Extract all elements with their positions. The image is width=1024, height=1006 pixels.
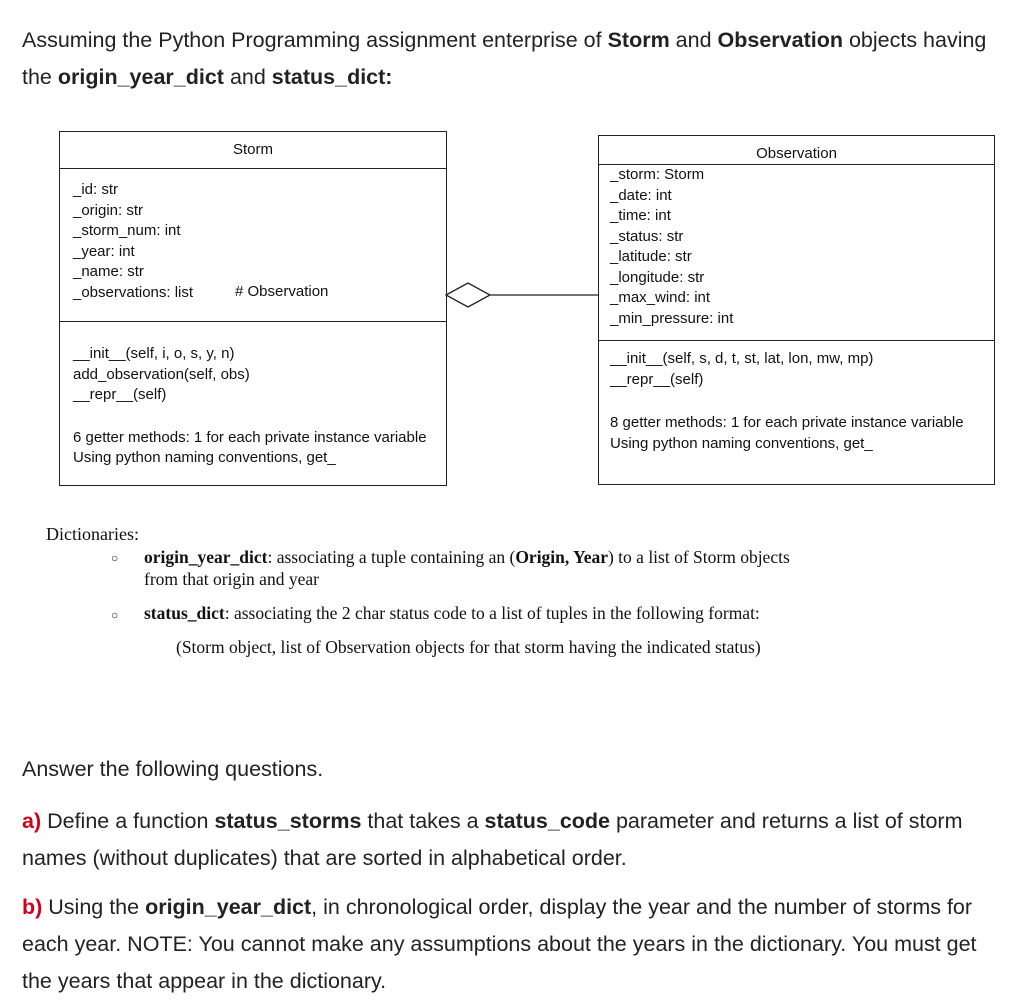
observation-attr: _status: str bbox=[610, 227, 684, 245]
intro-paragraph: Assuming the Python Programming assignment enterprise of Storm and Observation objects having the origin_year_dict and status_dict: bbox=[22, 28, 987, 89]
storm-attr: _name: str bbox=[73, 263, 144, 280]
origin-year-dict-item: origin_year_dict: associating a tuple containing an (Origin, Year) to a list of Storm objects from that origin and year bbox=[144, 547, 790, 589]
storm-attr: _storm_num: int bbox=[73, 222, 181, 239]
storm-method: __init__(self, i, o, s, y, n) bbox=[73, 345, 235, 362]
observation-attr: _date: int bbox=[610, 186, 672, 204]
observation-attr: _storm: Storm bbox=[610, 166, 705, 183]
storm-method: add_observation(self, obs) bbox=[73, 365, 250, 383]
hollow-bullet-icon: ○ bbox=[111, 551, 119, 565]
dictionaries-heading: Dictionaries: bbox=[46, 524, 139, 544]
observation-note: Using python naming conventions, get_ bbox=[610, 434, 873, 452]
observation-attr: _max_wind: int bbox=[610, 289, 711, 306]
storm-attr: _origin: str bbox=[73, 201, 144, 219]
storm-class-name: Storm bbox=[60, 132, 446, 169]
storm-note: 6 getter methods: 1 for each private instance variable bbox=[73, 428, 427, 446]
storm-attr: _year: int bbox=[73, 242, 135, 260]
observation-note: # Observation bbox=[235, 283, 329, 300]
storm-attr: _id: str bbox=[73, 181, 119, 198]
question-a: a) Define a function status_storms that takes a status_code parameter and returns a list of storm names (without duplicates) that are sorted in alphabetical order. bbox=[22, 809, 963, 870]
observation-class-name: Observation bbox=[599, 136, 994, 165]
aggregation-diamond-icon bbox=[446, 283, 490, 307]
status-dict-format: (Storm object, list of Observation objects for that storm having the indicated status) bbox=[176, 637, 761, 657]
observation-note: 8 getter methods: 1 for each private instance variable bbox=[610, 414, 964, 431]
observation-method: __repr__(self) bbox=[610, 370, 704, 388]
storm-method: __repr__(self) bbox=[73, 386, 167, 403]
observation-method: __init__(self, s, d, t, st, lat, lon, mw, mp) bbox=[610, 350, 874, 367]
status-dict-item: status_dict: associating the 2 char status code to a list of tuples in the following format: bbox=[144, 603, 760, 623]
questions-prompt: Answer the following questions. bbox=[22, 757, 324, 781]
observation-attr: _latitude: str bbox=[610, 248, 692, 265]
hollow-bullet-icon: ○ bbox=[111, 608, 119, 622]
question-b: b) Using the origin_year_dict, in chronological order, display the year and the number of storms for each year. NOTE: You cannot make any assumptions about the years in the dictionary. You must get the years that appear in the dictionary. bbox=[22, 895, 977, 993]
observation-attr: _longitude: str bbox=[610, 268, 705, 286]
storm-attr: _observations: list bbox=[73, 283, 194, 301]
storm-note: Using python naming conventions, get_ bbox=[73, 449, 336, 466]
observation-attr: _min_pressure: int bbox=[610, 309, 734, 327]
observation-attr: _time: int bbox=[610, 207, 671, 224]
